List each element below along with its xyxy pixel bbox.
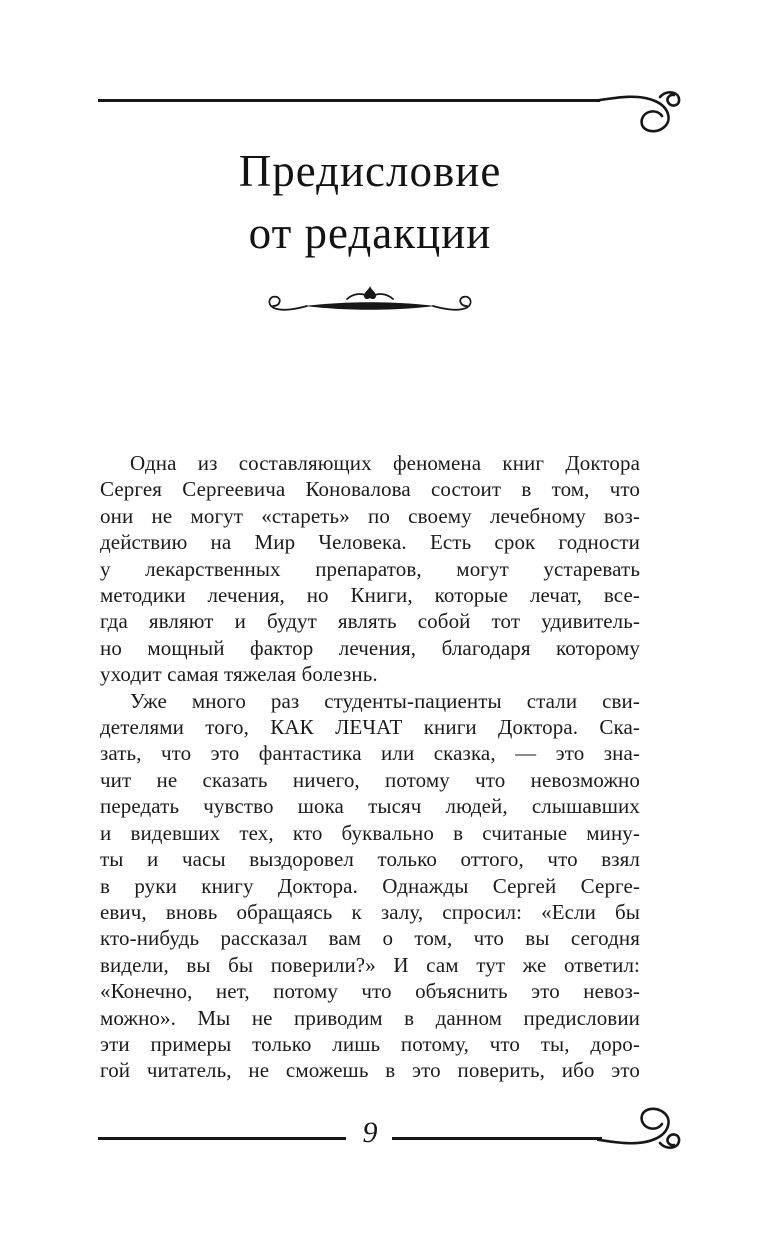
text-line: и видевших тех, кто буквально в считаные мину- [100,820,640,845]
text-line: кто-нибудь рассказал вам о том, что вы сегодня [100,926,640,951]
bottom-rule-left [98,1137,346,1140]
text-line: в руки книгу Доктора. Однажды Сергей Серге- [100,873,640,898]
text-line: чит не сказать ничего, потому что невозможно [100,767,640,792]
text-line: методики лечения, но Книги, которые лечат, все- [100,583,640,608]
page-number: 9 [362,1116,378,1149]
title-line: Предисловие [238,146,502,196]
page-title [100,140,640,264]
text-line: евич, вновь обращаясь к залу, спросил: «Если бы [100,899,640,924]
text-line: у лекарственных препаратов, могут устаревать [100,556,640,581]
text-line: действию на Мир Человека. Есть срок годности [100,530,640,555]
bottom-rule-right [392,1137,602,1140]
text-line: гой читатель, не сможешь в это поверить, ибо это [100,1058,640,1083]
title-line: от редакции [248,208,492,258]
top-rule [98,99,600,102]
divider-ornament-icon [263,283,477,321]
text-line: гда являют и будут являть собой тот удивитель- [100,609,640,634]
text-line: Сергея Сергеевича Коновалова состоит в том, что [100,477,640,502]
text-line: передать чувство шока тысяч людей, слышавших [100,794,640,819]
text-line: но мощный фактор лечения, благодаря которому [100,635,640,660]
text-line: они не могут «стареть» по своему лечебному воз- [100,503,640,528]
text-line: можно». Мы не приводим в данном предисловии [100,1005,640,1030]
text-line: Одна из составляющих феномена книг Доктора [130,451,640,475]
text-line: видели, вы бы поверили?» И сам тут же ответил: [100,952,640,977]
flourish-bottom-right-icon [597,1092,689,1150]
text-line: «Конечно, нет, потому что объяснить это невоз- [100,979,640,1004]
text-line: уходит самая тяжелая болезнь. [100,662,378,687]
text-line: ты и часы выздоровел только оттого, что взял [100,847,640,872]
text-line: детелями того, КАК ЛЕЧАТ книги Доктора. Ска- [100,715,640,740]
text-line: эти примеры только лишь потому, что ты, доро- [100,1031,640,1056]
paragraph [100,688,640,1084]
text-line: Уже много раз студенты-пациенты стали сви- [130,688,640,713]
body-text [100,450,640,1084]
text-line: зать, что это фантастика или сказка, — это зна- [100,741,640,766]
paragraph [100,450,640,688]
